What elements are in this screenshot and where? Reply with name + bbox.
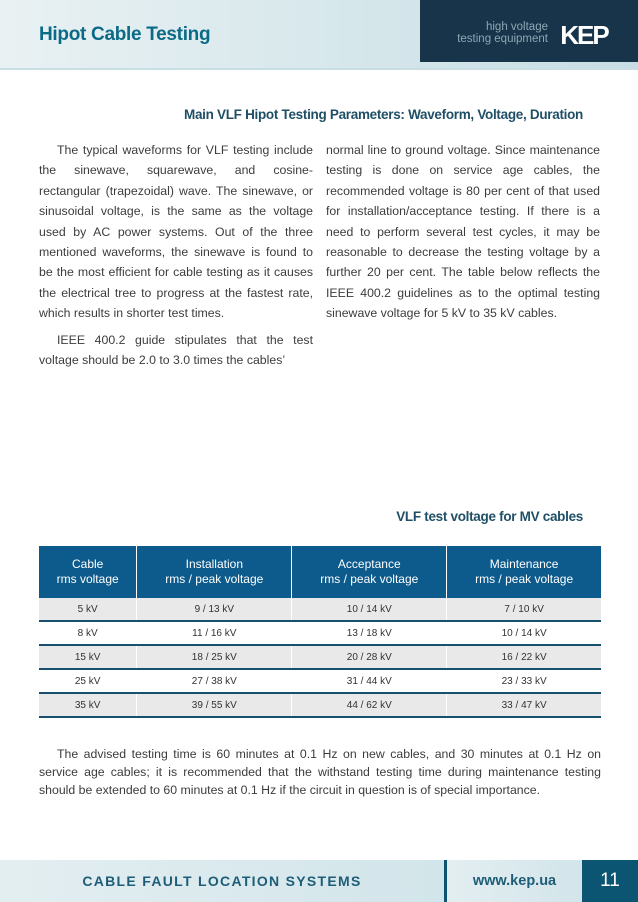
table-header-row — [39, 546, 601, 598]
table-cell: 20 / 28 kV — [292, 645, 447, 669]
table-row — [39, 669, 601, 693]
table-cell: 18 / 25 kV — [137, 645, 292, 669]
text-column-left — [39, 140, 313, 370]
brand-tagline — [438, 21, 548, 45]
column-header-installation: Installation rms / peak voltage — [137, 546, 292, 598]
footer-series-title: CABLE FAULT LOCATION SYSTEMS — [82, 873, 362, 889]
table-cell: 10 / 14 kV — [292, 598, 447, 621]
table-cell: 7 / 10 kV — [447, 598, 601, 621]
table-cell: 11 / 16 kV — [137, 621, 292, 645]
testing-time-paragraph: The advised testing time is 60 minutes at 0.1 Hz on new cables, and 30 minutes at 0.1 Hz on service age cables; it is recommended that the withstand testing time during maintenance testing should be extended to 60 minutes at 0.1 Hz if the circuit in question is of special importance. — [39, 747, 601, 797]
paragraph-waveforms: The typical waveforms for VLF testing include the sinewave, squarewave, and cosine-rectangular (trapezoidal) wave. The sinewave, or sinusoidal voltage, is the same as the voltage used by AC power systems. Out of the three mentioned waveforms, the sinewave is found to be the most efficient for cable testing as it causes the electrical tree to progress at the fastest rate, which results in shorter test times. — [39, 143, 313, 321]
page-header — [0, 0, 638, 70]
table-caption: VLF test voltage for MV cables — [396, 509, 583, 524]
paragraph-maintenance: normal line to ground voltage. Since maintenance testing is done on service age cables, the recommended voltage is 80 per cent of that used for installation/acceptance testing. If there is a need to perform several test cycles, it may be reasonable to decrease the testing voltage by a further 20 per cent. The table below reflects the IEEE 400.2 guidelines as to the optimal testing sinewave voltage for 5 kV to 35 kV cables. — [326, 143, 600, 321]
table-cell: 33 / 47 kV — [447, 693, 601, 717]
page-number: 11 — [600, 870, 620, 891]
table-cell: 10 / 14 kV — [447, 621, 601, 645]
column-header-acceptance: Acceptance rms / peak voltage — [292, 546, 447, 598]
table-cell: 13 / 18 kV — [292, 621, 447, 645]
table-row — [39, 598, 601, 621]
website-link[interactable]: www.kep.ua — [472, 873, 557, 889]
table-row — [39, 621, 601, 645]
table-cell: 35 kV — [39, 693, 137, 717]
table-cell: 9 / 13 kV — [137, 598, 292, 621]
table-cell: 8 kV — [39, 621, 137, 645]
vlf-voltage-table — [39, 546, 601, 718]
kep-logo-text: KEP — [560, 20, 608, 48]
testing-time-note — [39, 745, 601, 799]
brand-panel — [420, 0, 638, 62]
table-cell: 39 / 55 kV — [137, 693, 292, 717]
table-cell: 25 kV — [39, 669, 137, 693]
table-cell: 15 kV — [39, 645, 137, 669]
text-column-right — [326, 140, 600, 324]
table-cell: 44 / 62 kV — [292, 693, 447, 717]
table-row — [39, 645, 601, 669]
table-cell: 23 / 33 kV — [447, 669, 601, 693]
page-footer — [0, 860, 638, 902]
table-row — [39, 693, 601, 717]
tagline-line-2: testing equipment — [457, 33, 548, 45]
paragraph-ieee-guide: IEEE 400.2 guide stipulates that the test voltage should be 2.0 to 3.0 times the cables’ — [39, 332, 313, 368]
footer-url-panel — [447, 860, 582, 902]
kep-logo — [556, 20, 612, 48]
table-cell: 31 / 44 kV — [292, 669, 447, 693]
table-cell: 16 / 22 kV — [447, 645, 601, 669]
column-header-cable: Cable rms voltage — [39, 546, 137, 598]
table-cell: 5 kV — [39, 598, 137, 621]
section-heading: Main VLF Hipot Testing Parameters: Waveform, Voltage, Duration — [184, 107, 583, 122]
table-cell: 27 / 38 kV — [137, 669, 292, 693]
footer-series-panel — [0, 860, 444, 902]
column-header-maintenance: Maintenance rms / peak voltage — [447, 546, 601, 598]
tagline-line-1: high voltage — [485, 21, 548, 33]
page-title: Hipot Cable Testing — [39, 24, 211, 45]
